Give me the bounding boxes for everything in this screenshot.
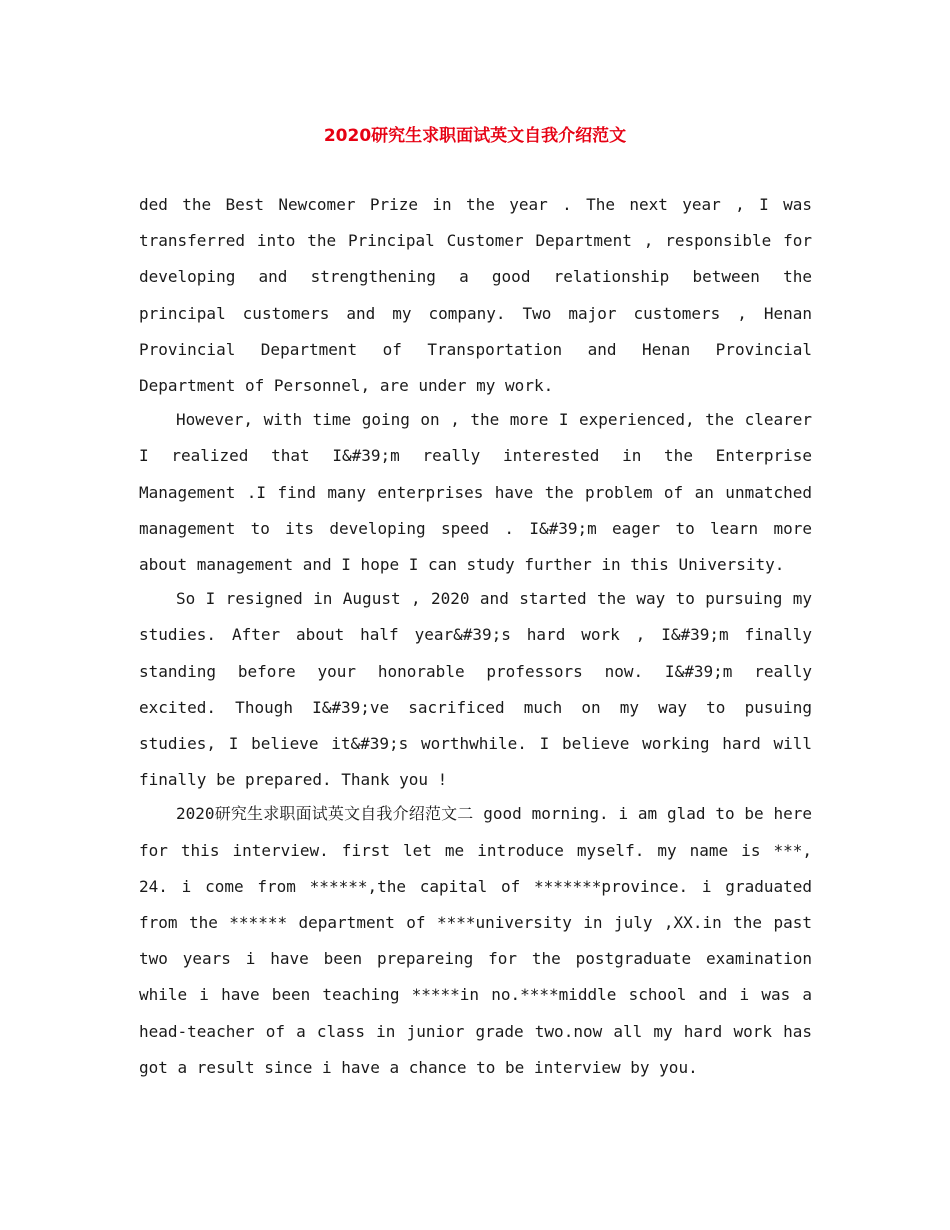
document-title: 2020研究生求职面试英文自我介绍范文 <box>323 126 627 146</box>
paragraph-2: However, with time going on , the more I experienced, the clearer I realized that I&#39;m really interested in the Enterprise Management .I find many enterprises have the problem of an unmatched management to its developing speed . I&#39;m eager to learn more about management and I hope I can study further in this University. <box>139 410 812 575</box>
paragraph-3: So I resigned in August , 2020 and started the way to pursuing my studies. After about half year&#39;s hard work , I&#39;m finally standing before your honorable professors now. I&#39;m really excited. Though I&#39;ve sacrificed much on my way to pusuing studies, I believe it&#39;s worthwhile. I believe working hard will finally be prepared. Thank you ! <box>139 589 812 790</box>
paragraph-4: 2020研究生求职面试英文自我介绍范文二 good morning. i am glad to be here for this interview. first let me introduce myself. my name is ***, 24. i come from ******,the capital of *******province. i graduated from the ****** department of ****university in july ,XX.in the past two years i have been prepareing for the postgraduate examination while i have been teaching *****in no.****middle school and i was a head-teacher of a class in junior grade two.now all my hard work has got a result since i have a chance to be interview by you. <box>139 804 812 1077</box>
paragraph-1: ded the Best Newcomer Prize in the year . The next year , I was transferred into the Principal Customer Department , responsible for developing and strengthening a good relationship between the principal customers and my company. Two major customers , Henan Provincial Department of Transportation and Henan Provincial Department of Personnel, are under my work. <box>139 195 812 396</box>
document-body <box>139 187 812 1086</box>
